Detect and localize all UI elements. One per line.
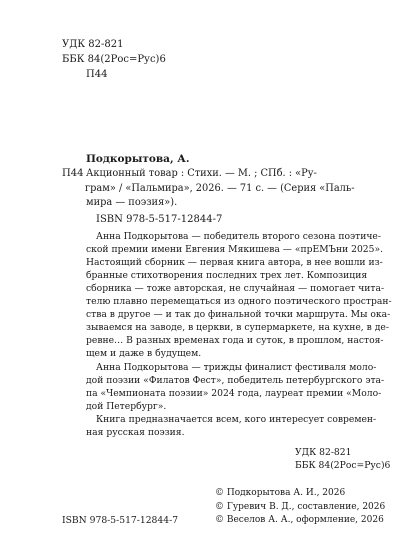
annotation-line: па «Чемпионата поэзии» 2024 года, лауреат премии «Моло-	[86, 388, 382, 399]
annotation-line: бранные стихотворения последних трех лет. Композиция	[86, 270, 368, 281]
copyright-line: © Веселов А. А., оформление, 2026	[215, 515, 384, 525]
annotation-line: сборника — тоже авторская, не случайная — помогает чита-	[86, 283, 385, 294]
footer-bbk-code: ББК 84(2Рос=Рус)6	[295, 460, 391, 471]
annotation-line: ской премии имени Евгения Мякишева — «прЕМЪни 2025».	[86, 244, 384, 255]
description-line: грам» / «Пальмира», 2026. — 71 с. — (Серия «Паль-	[85, 182, 355, 194]
annotation-line: Анна Подкорытова — победитель второго сезона поэтиче-	[96, 231, 381, 242]
annotation-line: Книга предназначается всем, кого интересует современ-	[96, 414, 377, 425]
annotation-line: ревне… В разных временах года и суток, в прошлом, настоя-	[86, 335, 384, 346]
annotation-line: дой Петербург».	[86, 401, 167, 412]
annotation-line: ная русская поэзия.	[86, 427, 185, 438]
annotation-line: телю плавно перемещаться из одного поэтического простран-	[86, 296, 392, 307]
annotation-line: дой поэзии «Филатов Фест», победитель петербургского эта-	[86, 375, 385, 386]
annotation-paragraph	[86, 413, 376, 439]
copyright-line: © Гуревич В. Д., составление, 2026	[215, 501, 386, 512]
annotation-line: зываемся на заводе, в церкви, в супермаркете, на кухне, в де-	[86, 322, 389, 333]
copyright-block	[215, 487, 385, 528]
author-mark: П44	[86, 69, 108, 80]
footer-isbn: ISBN 978-5-517-12844-7	[62, 515, 179, 526]
udk-code: УДК 82-821	[62, 39, 124, 50]
bibliographic-description	[86, 167, 355, 211]
annotation-line: Анна Подкорытова — трижды финалист фестиваля моло-	[96, 362, 377, 373]
bbk-code: ББК 84(2Рос=Рус)6	[62, 54, 166, 65]
annotation-line: ства в другое — и так до финальной точки маршрута. Мы ока-	[86, 309, 391, 320]
annotation-line: щем и даже в будущем.	[86, 348, 202, 359]
isbn: ISBN 978-5-517-12844-7	[96, 214, 223, 225]
annotation-paragraph	[86, 230, 392, 360]
footer-udk-code: УДК 82-821	[295, 447, 352, 458]
annotation-paragraph	[86, 361, 384, 413]
description-line: мира — поэзия»).	[86, 197, 178, 208]
entry-code: П44	[62, 168, 84, 179]
annotation-line: Настоящий сборник — первая книга автора, в нее вошли из-	[86, 257, 383, 268]
author-name: Подкорытова, А.	[86, 153, 190, 165]
description-line: Акционный товар : Стихи. — М. ; СПб. : «Ру-	[86, 168, 317, 179]
copyright-line: © Подкорытова А. И., 2026	[215, 488, 346, 498]
